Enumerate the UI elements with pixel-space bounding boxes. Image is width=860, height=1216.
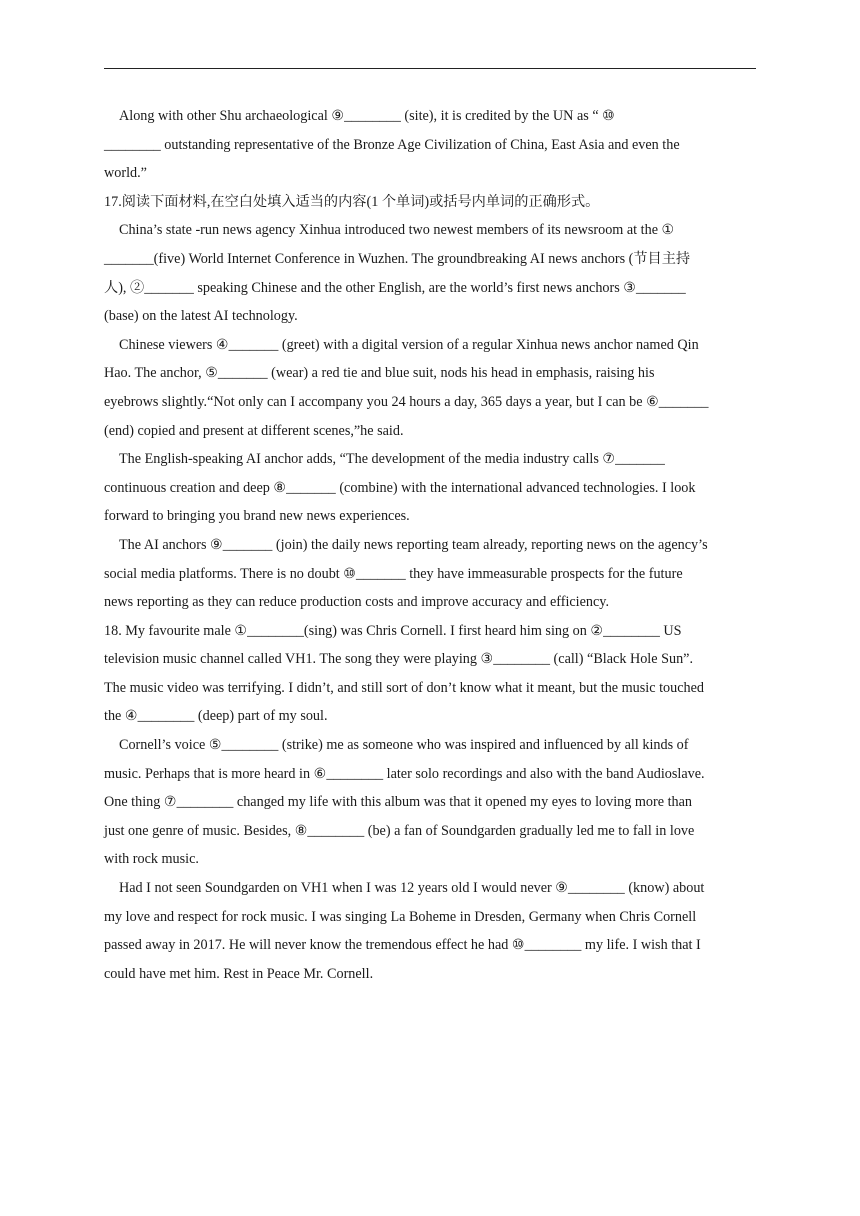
document-body — [104, 102, 760, 988]
text-line: just one genre of music. Besides, ⑧________ (be) a fan of Soundgarden gradually led me to fall in love — [104, 822, 695, 839]
text-line: (end) copied and present at different scenes,”he said. — [104, 422, 404, 439]
q17-paragraph-3 — [104, 445, 760, 531]
text-line: news reporting as they can reduce production costs and improve accuracy and efficiency. — [104, 594, 610, 611]
text-line: ________ outstanding representative of the Bronze Age Civilization of China, East Asia and even the — [104, 136, 680, 153]
text-line: music. Perhaps that is more heard in ⑥________ later solo recordings and also with the band Audioslave. — [104, 765, 705, 782]
text-line: my love and respect for rock music. I was singing La Boheme in Dresden, Germany when Chris Cornell — [104, 908, 697, 925]
text-line: passed away in 2017. He will never know the tremendous effect he had ⑩________ my life. I wish that I — [104, 937, 701, 954]
q18-paragraph-1 — [104, 617, 760, 731]
text-line: Hao. The anchor, ⑤_______ (wear) a red tie and blue suit, nods his head in emphasis, raising his — [104, 365, 655, 382]
text-line: Cornell’s voice ⑤________ (strike) me as someone who was inspired and influenced by all kinds of — [119, 737, 689, 754]
text-line: _______(five) World Internet Conference in Wuzhen. The groundbreaking AI news anchors (节目主持 — [104, 250, 691, 267]
text-line: One thing ⑦________ changed my life with this album was that it opened my eyes to loving more than — [104, 794, 692, 811]
q17-paragraph-4 — [104, 531, 760, 617]
text-line: 人), ②_______ speaking Chinese and the other English, are the world’s first news anchors ③_______ — [104, 279, 686, 296]
text-line: forward to bringing you brand new news experiences. — [104, 508, 410, 525]
text-line: (base) on the latest AI technology. — [104, 308, 298, 325]
q17-paragraph-1 — [104, 216, 760, 330]
q18-paragraph-3 — [104, 874, 760, 988]
question-17-heading — [104, 188, 760, 217]
text-line: could have met him. Rest in Peace Mr. Cornell. — [104, 965, 374, 982]
text-line: world.” — [104, 165, 147, 182]
text-line: television music channel called VH1. The song they were playing ③________ (call) “Black Hole Sun”. — [104, 651, 694, 668]
text-line: Along with other Shu archaeological ⑨________ (site), it is credited by the UN as “ ⑩ — [119, 108, 615, 124]
text-line: China’s state -run news agency Xinhua introduced two newest members of its newsroom at the ① — [119, 222, 675, 239]
text-line: with rock music. — [104, 851, 199, 868]
question-17-instruction: 17.阅读下面材料,在空白处填入适当的内容(1 个单词)或括号内单词的正确形式。 — [104, 193, 600, 210]
text-line: The music video was terrifying. I didn’t, and still sort of don’t know what it meant, but the music touched — [104, 679, 704, 696]
text-line: 18. My favourite male ①________(sing) was Chris Cornell. I first heard him sing on ②________ US — [104, 622, 682, 639]
passage16-paragraph — [104, 102, 760, 188]
q18-paragraph-2 — [104, 731, 760, 874]
header-rule — [104, 68, 756, 69]
text-line: Chinese viewers ④_______ (greet) with a digital version of a regular Xinhua news anchor named Qin — [119, 336, 699, 353]
text-line: The AI anchors ⑨_______ (join) the daily news reporting team already, reporting news on the agency’s — [119, 536, 708, 553]
text-line: the ④________ (deep) part of my soul. — [104, 708, 328, 725]
text-line: social media platforms. There is no doubt ⑩_______ they have immeasurable prospects for the future — [104, 565, 683, 582]
text-line: eyebrows slightly.“Not only can I accompany you 24 hours a day, 365 days a year, but I can be ⑥_______ — [104, 393, 709, 410]
text-line: continuous creation and deep ⑧_______ (combine) with the international advanced technologies. I look — [104, 479, 696, 496]
q17-paragraph-2 — [104, 331, 760, 445]
text-line: Had I not seen Soundgarden on VH1 when I was 12 years old I would never ⑨________ (know) about — [119, 880, 705, 897]
text-line: The English-speaking AI anchor adds, “The development of the media industry calls ⑦_______ — [119, 451, 665, 468]
